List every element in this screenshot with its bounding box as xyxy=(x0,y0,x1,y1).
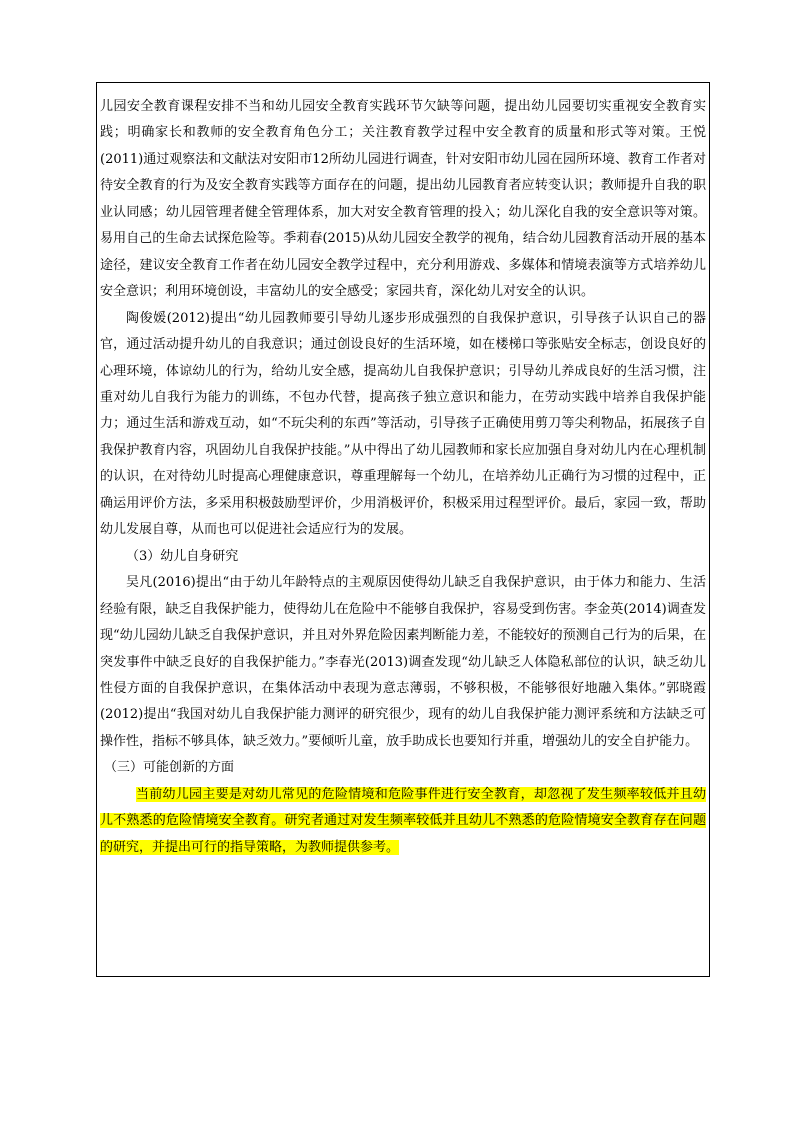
paragraph-innovation-highlighted xyxy=(100,782,706,861)
highlighted-text: 当前幼儿园主要是对幼儿常见的危险情境和危险事件进行安全教育，却忽视了发生频率较低并且幼儿不熟悉的危险情境安全教育。研究者通过对发生频率较低并且幼儿不熟悉的危险情境安全教育存在问题的研究，并提出可行的指导策略，为教师提供参考。 xyxy=(100,786,706,855)
document-content xyxy=(100,94,706,861)
subsection-heading-child-self-research: （3）幼儿自身研究 xyxy=(126,548,239,564)
document-table-cell xyxy=(96,82,710,977)
section-heading-possible-innovations: （三）可能创新的方面 xyxy=(104,760,235,776)
paragraph-continued: 儿园安全教育课程安排不当和幼儿园安全教育实践环节欠缺等问题，提出幼儿园要切实重视安全教育实践；明确家长和教师的安全教育角色分工；关注教育教学过程中安全教育的质量和形式等对策。王悦(2011)通过观察法和文献法对安阳市12所幼儿园进行调查，针对安阳市幼儿园在园所环境、教育工作者对待安全教育的行为及安全教育实践等方面存在的问题，提出幼儿园教育者应转变认识；教师提升自我的职业认同感；幼儿园管理者健全管理体系，加大对安全教育管理的投入；幼儿深化自我的安全意识等对策。易用自己的生命去试探危险等。季莉春(2015)从幼儿园安全教学的视角，结合幼儿园教育活动开展的基本途径，建议安全教育工作者在幼儿园安全教学过程中，充分利用游戏、多媒体和情境表演等方式培养幼儿安全意识；利用环境创设，丰富幼儿的安全感受；家园共育，深化幼儿对安全的认识。 xyxy=(100,99,706,300)
paragraph-wu-fan: 吴凡(2016)提出“由于幼儿年龄特点的主观原因使得幼儿缺乏自我保护意识，由于体力和能力、生活经验有限，缺乏自我保护能力，使得幼儿在危险中不能够自我保护，容易受到伤害。李金英(2014)调查发现“幼儿园幼儿缺乏自我保护意识，并且对外界危险因素判断能力差，不能较好的预测自己行为的后果，在突发事件中缺乏良好的自我保护能力。”李春光(2013)调查发现“幼儿缺乏人体隐私部位的认识，缺乏幼儿性侵方面的自我保护意识，在集体活动中表现为意志薄弱，不够积极，不能够很好地融入集体。”郭晓霞(2012)提出“我国对幼儿自我保护能力测评的研究很少，现有的幼儿自我保护能力测评系统和方法缺乏可操作性，指标不够具体，缺乏效力。”要倾听儿童，放手助成长也要知行并重，增强幼儿的安全自护能力。 xyxy=(100,575,706,749)
paragraph-tao-junyuan: 陶俊媛(2012)提出“幼儿园教师要引导幼儿逐步形成强烈的自我保护意识，引导孩子认识自己的器官，通过活动提升幼儿的自我意识；通过创设良好的生活环境，如在楼梯口等张贴安全标志，创设良好的心理环境，体谅幼儿的行为，给幼儿安全感，提高幼儿自我保护意识；引导幼儿养成良好的生活习惯，注重对幼儿自我行为能力的训练，不包办代替，提高孩子独立意识和能力，在劳动实践中培养自我保护能力；通过生活和游戏互动，如“不玩尖利的东西”等活动，引导孩子正确使用剪刀等尖利物品，拓展孩子自我保护教育内容，巩固幼儿自我保护技能。”从中得出了幼儿园教师和家长应加强自身对幼儿内在心理机制的认识，在对待幼儿时提高心理健康意识，尊重理解每一个幼儿，在培养幼儿正确行为习惯的过程中，正确运用评价方法，多采用积极鼓励型评价，少用消极评价，积极采用过程型评价。最后，家园一致，帮助幼儿发展自尊，从而也可以促进社会适应行为的发展。 xyxy=(100,310,706,538)
